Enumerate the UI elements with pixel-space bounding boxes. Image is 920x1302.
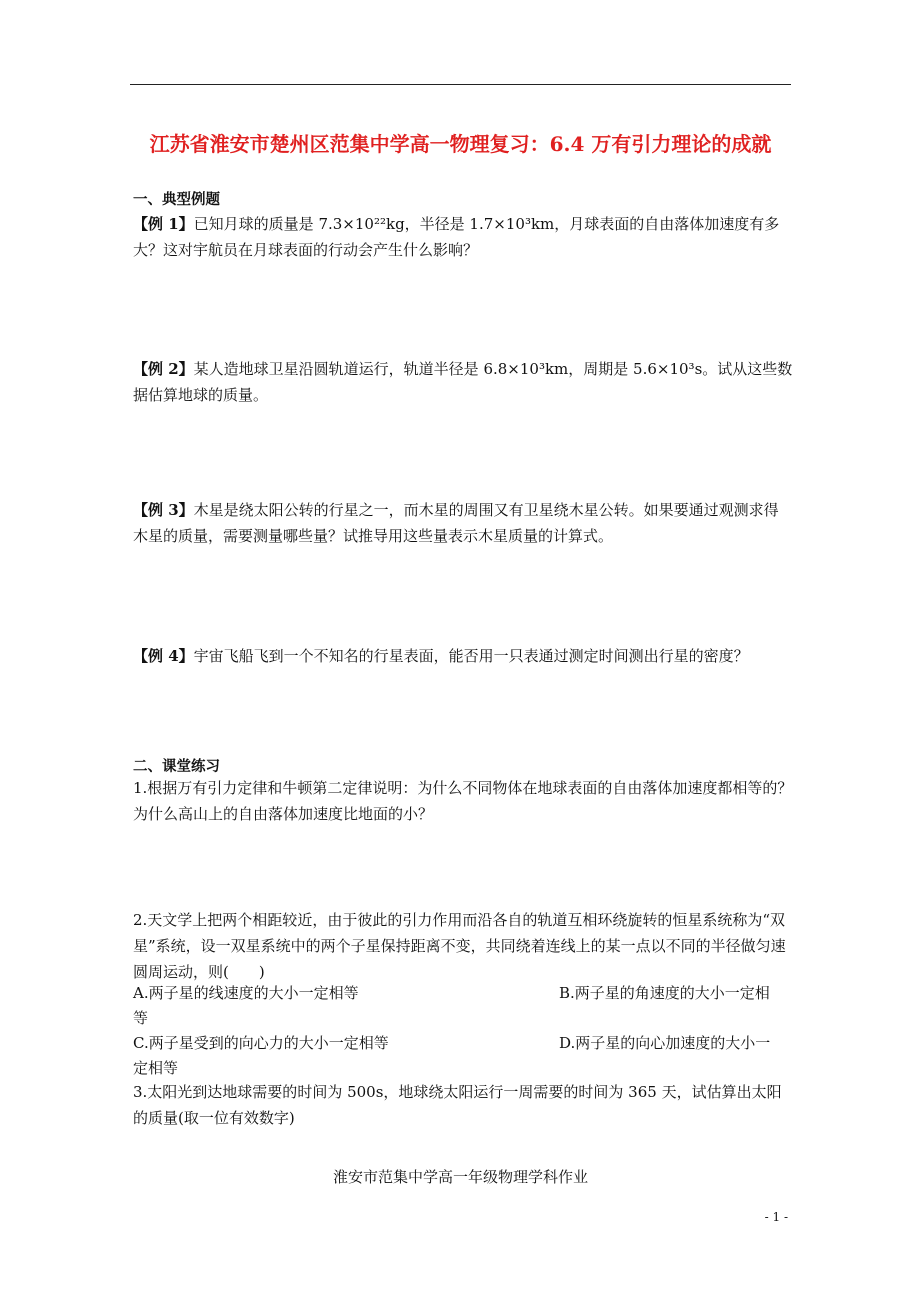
example-4-tag: 【例 4】 [133, 647, 194, 665]
example-1-text: 已知月球的质量是 7.3×10²²kg，半径是 1.7×10³km，月球表面的自由落体加速度有多大？这对宇航员在月球表面的行动会产生什么影响？ [133, 215, 780, 259]
footer-text: 淮安市范集中学高一年级物理学科作业 [332, 1168, 588, 1186]
question-1: 1.根据万有引力定律和牛顿第二定律说明：为什么不同物体在地球表面的自由落体加速度都相等的？为什么高山上的自由落体加速度比地面的小？ [133, 779, 793, 823]
option-a: A.两子星的线速度的大小一定相等 [133, 984, 359, 1002]
options-row-cd [133, 1031, 793, 1056]
option-b-continued: 等 [133, 1009, 149, 1027]
question-3: 3.太阳光到达地球需要的时间为 500s，地球绕太阳运行一周需要的时间为 365 天，试估算出太阳的质量(取一位有效数字) [133, 1083, 782, 1127]
example-3 [133, 497, 793, 549]
option-b: B.两子星的角速度的大小一定相 [559, 984, 770, 1002]
option-d-continued: 定相等 [133, 1059, 179, 1077]
example-2-text: 某人造地球卫星沿圆轨道运行，轨道半径是 6.8×10³km，周期是 5.6×10³s。试从这些数据估算地球的质量。 [133, 360, 793, 404]
header-rule [130, 84, 791, 85]
example-3-tag: 【例 3】 [133, 501, 194, 519]
example-4-text: 宇宙飞船飞到一个不知名的行星表面，能否用一只表通过测定时间测出行星的密度？ [193, 647, 749, 665]
options-row-ab [133, 981, 793, 1006]
option-c: C.两子星受到的向心力的大小一定相等 [133, 1034, 389, 1052]
example-1 [133, 211, 793, 263]
page-number: - 1 - [764, 1210, 788, 1224]
section-heading-examples: 一、典型例题 [133, 191, 220, 208]
question-2-options [133, 981, 793, 1081]
page-title: 江苏省淮安市楚州区范集中学高一物理复习：6.4 万有引力理论的成就 [149, 132, 772, 156]
example-2 [133, 356, 793, 408]
section-heading-practice: 二、课堂练习 [133, 758, 220, 775]
option-d: D.两子星的向心加速度的大小一 [559, 1034, 771, 1052]
example-3-text: 木星是绕太阳公转的行星之一，而木星的周围又有卫星绕木星公转。如果要通过观测求得木星的质量，需要测量哪些量？试推导用这些量表示木星质量的计算式。 [133, 501, 779, 545]
example-4 [133, 643, 793, 669]
example-2-tag: 【例 2】 [133, 360, 194, 378]
example-1-tag: 【例 1】 [133, 215, 194, 233]
question-2: 2.天文学上把两个相距较近，由于彼此的引力作用而沿各自的轨道互相环绕旋转的恒星系统称为“双星”系统，设一双星系统中的两个子星保持距离不变，共同绕着连线上的某一点以不同的半径做匀速圆周运动，则( ) [133, 911, 786, 981]
